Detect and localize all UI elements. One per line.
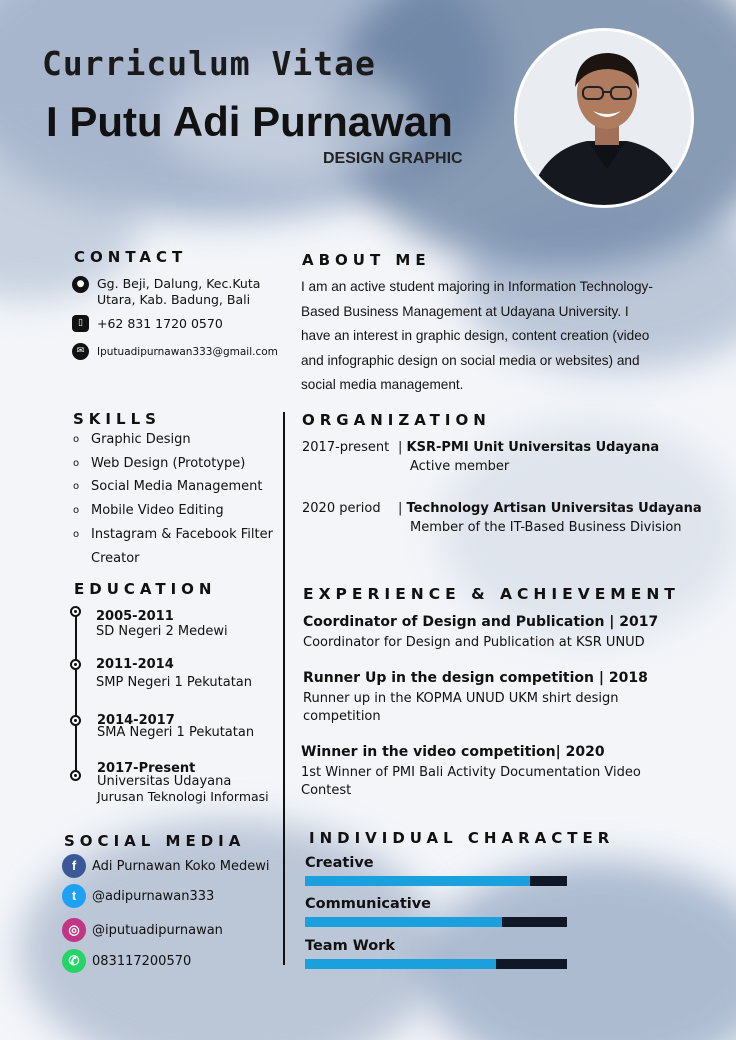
experience-entry: Runner Up in the design competition | 2018 Runner up in the KOPMA UNUD UKM shirt design competition bbox=[303, 670, 648, 724]
contact-phone bbox=[72, 315, 223, 332]
experience-entry: Coordinator of Design and Publication | 2017 Coordinator for Design and Publication at KSR UNUD bbox=[303, 614, 659, 650]
timeline-dot bbox=[70, 659, 81, 670]
character-item: Creative bbox=[305, 855, 567, 886]
education-timeline bbox=[75, 610, 77, 780]
skill-item: o Mobile Video Editing bbox=[73, 503, 224, 519]
social-facebook[interactable] bbox=[62, 854, 270, 878]
social-heading: SOCIAL MEDIA bbox=[64, 832, 246, 850]
skill-item: o Social Media Management bbox=[73, 479, 263, 495]
experience-entry: Winner in the video competition| 2020 1st Winner of PMI Bali Activity Documentation Video Contest bbox=[301, 744, 641, 798]
skills-list bbox=[73, 428, 273, 570]
contact-email[interactable] bbox=[72, 343, 278, 360]
organization-entry: 2017-present | KSR-PMI Unit Universitas Udayana Active member bbox=[302, 440, 660, 474]
social-twitter[interactable] bbox=[62, 884, 214, 908]
character-bar-fill bbox=[305, 876, 530, 886]
profile-photo bbox=[514, 28, 694, 208]
address-line-1: Gg. Beji, Dalung, Kec.Kuta bbox=[97, 276, 261, 291]
person-role: DESIGN GRAPHIC bbox=[323, 150, 463, 167]
column-divider bbox=[283, 412, 285, 965]
character-heading: INDIVIDUAL CHARACTER bbox=[309, 829, 615, 847]
character-bar-fill bbox=[305, 959, 496, 969]
skill-item: o Instagram & Facebook Filter bbox=[73, 526, 273, 542]
organization-heading: ORGANIZATION bbox=[302, 411, 491, 429]
character-item: Communicative bbox=[305, 896, 567, 927]
character-bar bbox=[305, 959, 567, 969]
contact-heading: CONTACT bbox=[74, 248, 188, 266]
instagram-icon: ◎ bbox=[62, 918, 86, 942]
social-whatsapp[interactable] bbox=[62, 949, 191, 973]
person-name: I Putu Adi Purnawan bbox=[46, 98, 453, 145]
character-bar-fill bbox=[305, 917, 502, 927]
whatsapp-icon: ✆ bbox=[62, 949, 86, 973]
about-heading: ABOUT ME bbox=[302, 251, 431, 269]
education-heading: EDUCATION bbox=[74, 580, 217, 598]
contact-address bbox=[72, 276, 282, 308]
social-handle[interactable]: 083117200570 bbox=[92, 953, 192, 969]
social-handle[interactable]: @adipurnawan333 bbox=[92, 888, 215, 904]
experience-heading: EXPERIENCE & ACHIEVEMENT bbox=[303, 585, 680, 603]
timeline-dot bbox=[70, 770, 81, 781]
education-entry: 2017-Present Universitas Udayana Jurusan Teknologi Informasi bbox=[97, 761, 269, 804]
about-text: I am an active student majoring in Information Technology-Based Business Management at Udayana University. I have an interest in graphic design, content creation (video and infographic design on social media or websites) and social media management. bbox=[301, 279, 653, 392]
education-entry: 2014-2017 SMA Negeri 1 Pekutatan bbox=[97, 713, 255, 740]
character-bar bbox=[305, 876, 567, 886]
timeline-dot bbox=[70, 715, 81, 726]
skills-heading: SKILLS bbox=[73, 410, 161, 428]
timeline-dot bbox=[70, 606, 81, 617]
social-handle[interactable]: Adi Purnawan Koko Medewi bbox=[92, 858, 270, 874]
organization-entry: 2020 period | Technology Artisan Universitas Udayana Member of the IT-Based Business Division bbox=[302, 501, 702, 535]
social-handle[interactable]: @iputuadipurnawan bbox=[92, 922, 223, 938]
email-icon: ✉ bbox=[72, 343, 89, 360]
cv-title: Curriculum Vitae bbox=[42, 44, 376, 83]
character-item: Team Work bbox=[305, 938, 567, 969]
address-line-2: Utara, Kab. Badung, Bali bbox=[97, 292, 251, 307]
social-instagram[interactable] bbox=[62, 918, 223, 942]
skill-item: Creator bbox=[91, 550, 140, 566]
education-entry: 2005-2011 SD Negeri 2 Medewi bbox=[96, 609, 228, 639]
skill-item: o Graphic Design bbox=[73, 432, 191, 447]
location-pin-icon: ● bbox=[72, 276, 89, 293]
character-bar bbox=[305, 917, 567, 927]
facebook-icon: f bbox=[62, 854, 86, 878]
skill-item: o Web Design (Prototype) bbox=[73, 455, 246, 471]
phone-number: +62 831 1720 0570 bbox=[97, 316, 223, 331]
education-entry: 2011-2014 SMP Negeri 1 Pekutatan bbox=[96, 657, 253, 690]
twitter-icon: t bbox=[62, 884, 86, 908]
email-address[interactable]: Iputuadipurnawan333@gmail.com bbox=[97, 346, 278, 358]
phone-icon: ▯ bbox=[72, 315, 89, 332]
